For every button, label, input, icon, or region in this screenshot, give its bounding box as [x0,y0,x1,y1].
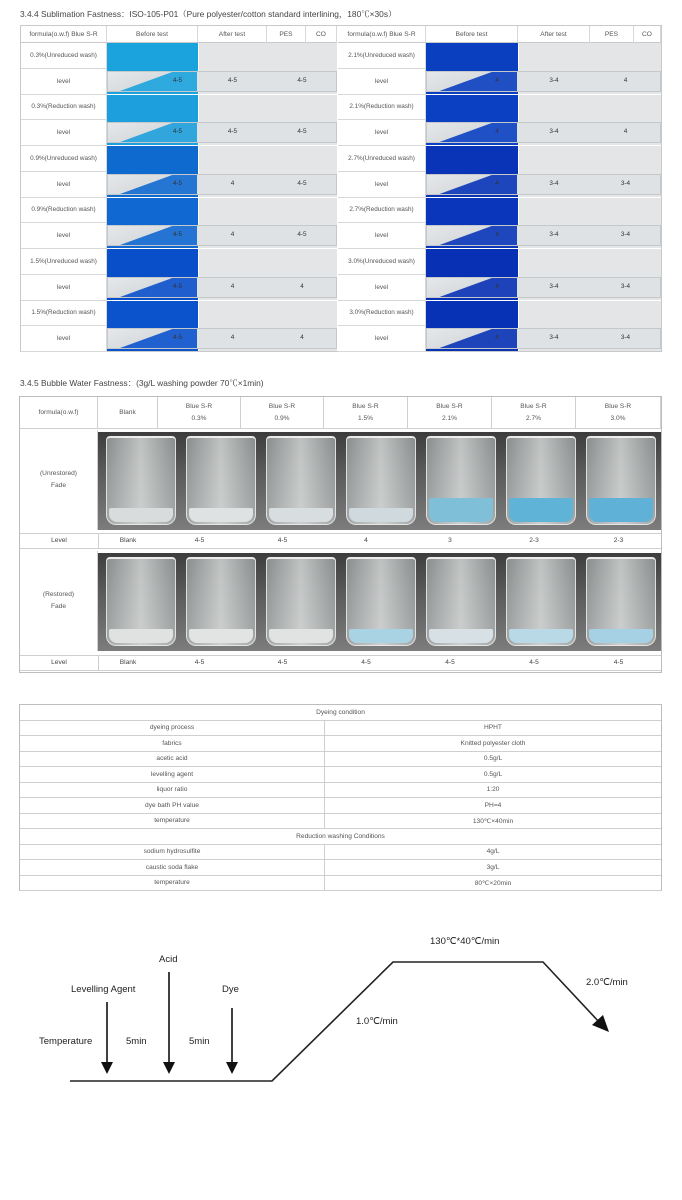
sublimation-header-left-0: formula(o.w.f) Blue S-R [21,26,107,43]
condition-key: dyeing process [20,721,325,736]
column-percent: 0.9% [274,414,290,422]
beaker-liquid [109,629,173,643]
co-value: 4-5 [297,179,307,187]
beaker [266,557,336,646]
before-test-value: 4 [495,334,499,342]
co-value: 4-5 [297,231,307,239]
after-test-pes-value: 4 [230,282,235,290]
condition-value: Knitted polyester cloth [460,739,526,747]
condition-value: 0.5g/L [483,770,503,778]
condition-key: acetic acid [20,752,325,767]
restored-level-value: 4-5 [445,659,455,666]
beaker-liquid [509,498,573,522]
after-test-pes-value: 3-4 [549,282,559,290]
unrestored-label [20,430,98,530]
beaker-liquid [269,629,333,643]
sublimation-header-left-2: After test [198,26,267,43]
level-label: level [338,172,426,198]
beaker-liquid [189,629,253,643]
unrestored-line-1: (Unrestored) [39,470,77,477]
unrestored-level-value: 2-3 [529,537,539,544]
temperature-label: Temperature [39,1036,93,1047]
beaker-liquid [109,508,173,522]
beaker [266,436,336,525]
beaker-liquid [429,498,493,522]
dye-arrow [226,1008,238,1074]
interval-1-label: 5min [126,1036,147,1047]
dye-label: Dye [222,984,239,995]
after-test-pes-value: 4-5 [227,128,238,136]
restored-level-divider [20,655,661,656]
level-label: level [338,275,426,301]
level-label: level [21,326,107,352]
column-percent: 1.5% [357,414,374,422]
formula-label: 1.5%(Reduction wash) [21,301,107,327]
column-percent: 2.1% [441,414,458,422]
before-test-value: 4-5 [172,231,183,239]
acid-label: Acid [159,954,178,965]
restored-label [20,551,98,651]
unrestored-level-value: 2-3 [613,537,624,544]
condition-row [20,798,661,814]
level-label: level [338,120,426,146]
condition-value: 1:20 [486,786,500,794]
sublimation-header-left-4: CO [306,26,337,43]
levelling-agent-label: Levelling Agent [71,984,136,995]
restored-level-value: 4-5 [529,659,539,666]
sublimation-header-left-1: Before test [107,26,198,43]
condition-row [20,752,661,768]
unrestored-level-divider [20,533,661,534]
column-header [98,397,158,429]
condition-row [20,721,661,737]
dyeing-condition-table [19,704,662,891]
condition-value: 130℃×40min [472,817,514,825]
beaker-liquid [349,629,413,643]
beaker-liquid [589,498,653,522]
column-name: Blue S-R [604,402,632,410]
restored-level-label: Level [20,656,99,670]
before-test-value: 4 [495,76,499,84]
ramp-up-rate-label: 1.0℃/min [356,1016,398,1027]
levelling-agent-arrow [101,1002,113,1074]
level-label: level [21,69,107,95]
after-test-pes-value: 4-5 [227,76,238,84]
co-value: 4 [300,282,304,290]
formula-label: 0.3%(Reduction wash) [21,95,107,121]
formula-label: 1.5%(Unreduced wash) [21,249,107,275]
column-header [576,397,661,429]
beaker [586,436,656,525]
reduction-washing-heading: Reduction washing Conditions [20,829,661,845]
unrestored-photo [98,432,661,530]
before-test-value: 4 [495,282,499,290]
dyeing-rows [20,721,661,830]
beaker-liquid [189,508,253,522]
hold-temperature-label: 130℃*40℃/min [430,936,500,947]
condition-row [20,767,661,783]
sublimation-table [20,25,662,352]
formula-label: 2.1%(Unreduced wash) [338,43,426,69]
condition-key: sodium hydrosulfite [20,845,325,860]
condition-value: 3g/L [486,863,500,871]
restored-line-2: Fade [50,603,67,610]
after-test-pes-value: 3-4 [549,76,559,84]
before-test-value: 4 [495,128,499,136]
beaker-liquid [269,508,333,522]
condition-key: levelling agent [20,767,325,782]
restored-level-value: Blank [119,659,137,666]
level-label: level [21,223,107,249]
condition-value: HPHT [484,724,502,732]
column-header [241,397,324,429]
co-value: 3-4 [620,282,631,290]
formula-label: 2.7%(Reduction wash) [338,198,426,224]
co-value: 4 [623,76,628,84]
formula-header: formula(o.w.f) [20,397,98,429]
beaker [346,557,416,646]
after-test-pes-value: 3-4 [549,231,559,239]
after-test-pes-value: 4 [230,179,235,187]
restored-level-value: 4-5 [277,659,288,666]
level-label: level [338,69,426,95]
after-test-pes-value: 4 [230,231,235,239]
condition-value: PH=4 [484,801,502,809]
restored-line-1: (Restored) [42,591,75,598]
unrestored-level-value: Blank [119,537,137,544]
beaker [186,557,256,646]
sublimation-title: 3.4.4 Sublimation Fastness：ISO-105-P01（Pure polyester/cotton standard interlining，180℃×30s） [20,9,397,19]
co-value: 3-4 [620,231,631,239]
level-label: level [21,120,107,146]
formula-label: 3.0%(Unreduced wash) [338,249,426,275]
column-header [158,397,241,429]
unrestored-level-value: 4-5 [277,537,288,544]
level-label: level [21,172,107,198]
sublimation-left-half [21,26,337,351]
unrestored-level-divider-bottom [20,548,661,549]
column-header [408,397,492,429]
condition-key: temperature [20,876,325,891]
condition-row [20,783,661,799]
before-test-value: 4 [495,231,499,239]
unrestored-level-label: Level [20,534,99,548]
acid-arrow [163,972,175,1074]
column-percent: 3.0% [610,414,626,422]
column-name: Blue S-R [436,402,463,410]
formula-label: 0.3%(Unreduced wash) [21,43,107,69]
sublimation-header-right-1: Before test [426,26,518,43]
column-percent: 0.3% [191,414,207,422]
after-test-pes-value: 4 [230,334,235,342]
condition-key: caustic soda flake [20,860,325,875]
bubble-title: 3.4.5 Bubble Water Fastness：(3g/L washing powder 70℃×1min) [20,378,264,388]
restored-level-divider-bottom [20,670,661,671]
before-test-value: 4-5 [172,179,183,187]
co-value: 4 [300,334,304,342]
beaker-liquid [589,629,653,643]
beaker [506,557,576,646]
unrestored-line-2: Fade [50,482,67,489]
column-name: Blank [119,408,136,416]
condition-value: 4g/L [486,848,500,856]
after-test-pes-value: 3-4 [549,179,559,187]
before-test-value: 4-5 [172,76,183,84]
condition-key: fabrics [20,736,325,751]
sublimation-right-half [338,26,661,351]
beaker [186,436,256,525]
level-label: level [21,275,107,301]
condition-value: 80℃×20min [474,879,512,887]
beaker [106,436,176,525]
level-label: level [338,326,426,352]
condition-key: liquor ratio [20,783,325,798]
formula-label: 2.1%(Reduction wash) [338,95,426,121]
beaker-liquid [509,629,573,643]
interval-2-label: 5min [189,1036,210,1047]
cool-down-rate-label: 2.0℃/min [586,977,628,988]
column-name: Blue S-R [268,402,296,410]
reduction-rows [20,845,661,892]
sublimation-header-left-3: PES [267,26,306,43]
unrestored-level-value: 4 [364,537,368,544]
formula-label: 3.0%(Reduction wash) [338,301,426,327]
condition-key: temperature [20,814,325,829]
condition-value: 0.5g/L [483,755,503,763]
co-value: 4 [623,128,628,136]
condition-row [20,736,661,752]
formula-label: 0.9%(Reduction wash) [21,198,107,224]
after-test-pes-value: 3-4 [549,334,559,342]
before-test-value: 4-5 [172,128,183,136]
beaker [426,557,496,646]
column-header [492,397,576,429]
before-test-value: 4-5 [172,334,183,342]
sublimation-header-right-4: CO [634,26,661,43]
condition-row [20,814,661,830]
beaker-liquid [349,508,413,522]
unrestored-level-value: 4-5 [194,537,205,544]
column-name: Blue S-R [520,402,547,410]
formula-label: 0.9%(Unreduced wash) [21,146,107,172]
condition-row [20,860,661,876]
co-value: 4-5 [297,128,307,136]
bubble-water-table [19,396,662,673]
level-label: level [338,223,426,249]
restored-level-value: 4-5 [361,659,371,666]
column-name: Blue S-R [352,402,379,410]
before-test-value: 4 [495,179,499,187]
restored-level-value: 4-5 [613,659,624,666]
beaker [586,557,656,646]
column-name: Blue S-R [185,402,213,410]
dyeing-condition-heading: Dyeing condition [20,705,661,721]
dyeing-process-diagram [0,920,682,1100]
formula-label: 2.7%(Unreduced wash) [338,146,426,172]
co-value: 3-4 [620,334,631,342]
before-test-value: 4-5 [172,282,183,290]
beaker-liquid [429,629,493,643]
unrestored-level-value: 3 [448,537,452,544]
column-header [324,397,408,429]
beaker [506,436,576,525]
restored-photo [98,553,661,651]
column-percent: 2.7% [525,414,542,422]
beaker [346,436,416,525]
beaker [426,436,496,525]
sublimation-header-right-3: PES [590,26,634,43]
sublimation-header-right-0: formula(o.w.f) Blue S-R [338,26,426,43]
temperature-profile-line [70,962,600,1081]
after-test-pes-value: 3-4 [549,128,559,136]
beaker [106,557,176,646]
co-value: 3-4 [620,179,631,187]
co-value: 4-5 [297,76,307,84]
condition-row [20,845,661,861]
restored-level-value: 4-5 [194,659,205,666]
condition-row [20,876,661,892]
sublimation-header-right-2: After test [518,26,590,43]
condition-key: dye bath PH value [20,798,325,813]
